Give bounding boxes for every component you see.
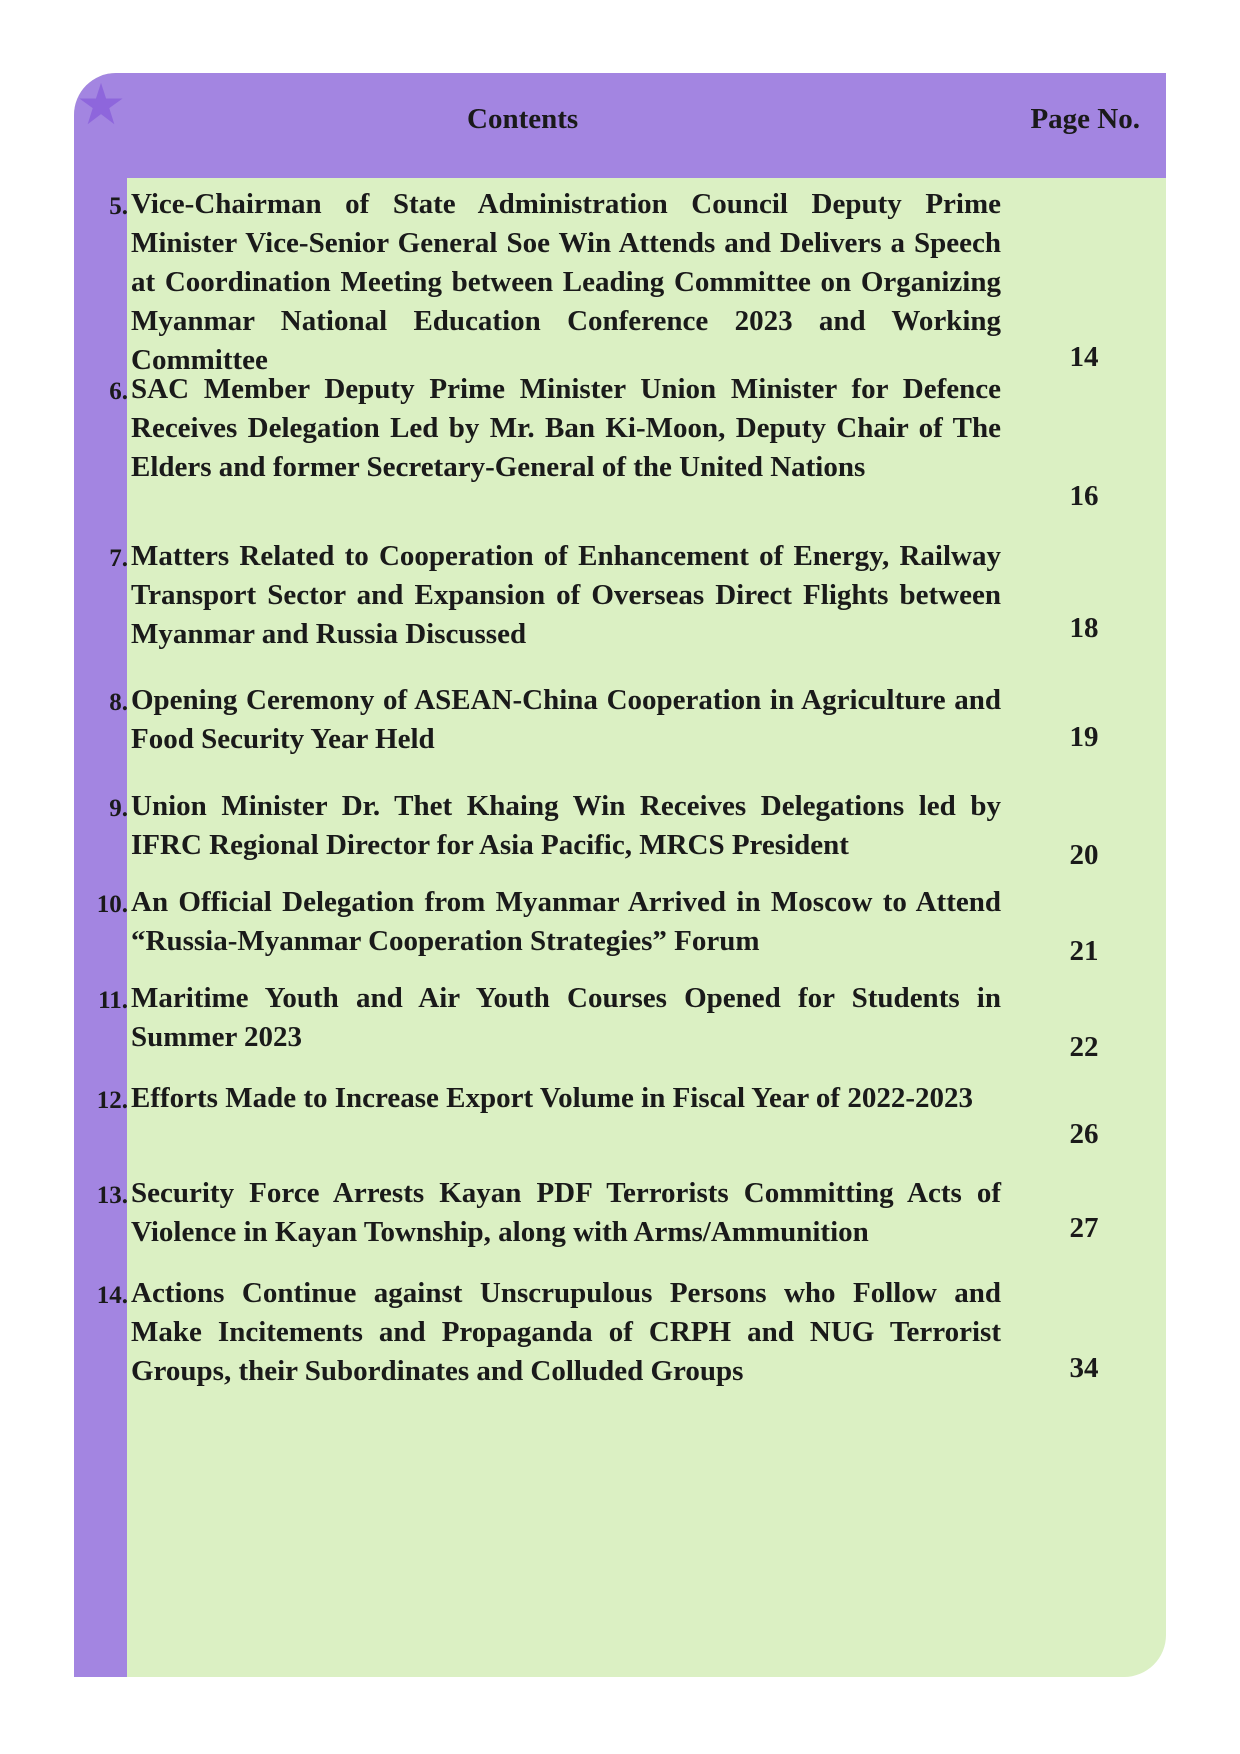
entry-number: 13.: [96, 1182, 128, 1209]
entry-number: 9.: [109, 795, 128, 822]
entry-page-number[interactable]: 26: [1069, 1118, 1099, 1150]
entry-title[interactable]: SAC Member Deputy Prime Minister Union Minister for Defence Receives Delegation Led by Mr. Ban Ki-Moon, Deputy Chair of The Elders and former Secretary-General of the United Nations: [131, 373, 1001, 483]
entry-number: 12.: [96, 1087, 128, 1114]
star-icon: [78, 81, 124, 127]
entry-page-number[interactable]: 19: [1069, 721, 1099, 753]
entry-page-number[interactable]: 20: [1069, 839, 1099, 871]
entry-number: 10.: [96, 891, 128, 918]
entry-page-number[interactable]: 27: [1069, 1212, 1099, 1244]
entry-title[interactable]: An Official Delegation from Myanmar Arrived in Moscow to Attend “Russia-Myanmar Cooperation Strategies” Forum: [131, 886, 1001, 957]
entry-number: 6.: [109, 378, 128, 405]
entry-page-number[interactable]: 16: [1069, 480, 1099, 512]
contents-panel: [74, 73, 1166, 1677]
entry-title[interactable]: Union Minister Dr. Thet Khaing Win Receives Delegations led by IFRC Regional Director for Asia Pacific, MRCS President: [131, 790, 1001, 861]
entry-page-number[interactable]: 22: [1069, 1031, 1099, 1063]
entry-title[interactable]: Maritime Youth and Air Youth Courses Opened for Students in Summer 2023: [131, 982, 1001, 1053]
entry-title[interactable]: Security Force Arrests Kayan PDF Terrorists Committing Acts of Violence in Kayan Township, along with Arms/Ammunition: [131, 1177, 1001, 1248]
entry-title[interactable]: Efforts Made to Increase Export Volume in Fiscal Year of 2022-2023: [131, 1082, 973, 1114]
entry-number: 14.: [96, 1282, 128, 1309]
entry-title[interactable]: Vice-Chairman of State Administration Council Deputy Prime Minister Vice-Senior General Soe Win Attends and Delivers a Speech at Coordination Meeting between Leading Committee on Organizing Myanmar National Education Conference 2023 and Working Committee: [131, 188, 1001, 376]
entry-number: 11.: [98, 987, 128, 1014]
entry-number: 8.: [109, 689, 128, 716]
entry-title[interactable]: Opening Ceremony of ASEAN-China Cooperation in Agriculture and Food Security Year Held: [131, 684, 1001, 755]
page-no-heading: Page No.: [1030, 103, 1140, 135]
entry-page-number[interactable]: 18: [1069, 612, 1099, 644]
entry-title[interactable]: Actions Continue against Unscrupulous Persons who Follow and Make Incitements and Propaganda of CRPH and NUG Terrorist Groups, their Subordinates and Colluded Groups: [131, 1277, 1001, 1387]
entry-page-number[interactable]: 34: [1069, 1352, 1099, 1384]
entry-number: 5.: [109, 193, 128, 220]
left-sidebar-band: [74, 73, 127, 1677]
entry-title[interactable]: Matters Related to Cooperation of Enhancement of Energy, Railway Transport Sector and Expansion of Overseas Direct Flights between Myanmar and Russia Discussed: [131, 540, 1001, 650]
entry-page-number[interactable]: 21: [1069, 935, 1099, 967]
entry-page-number[interactable]: 14: [1069, 341, 1099, 373]
entry-number: 7.: [109, 545, 128, 572]
contents-header-band: [127, 73, 1166, 178]
contents-heading: Contents: [467, 103, 579, 135]
